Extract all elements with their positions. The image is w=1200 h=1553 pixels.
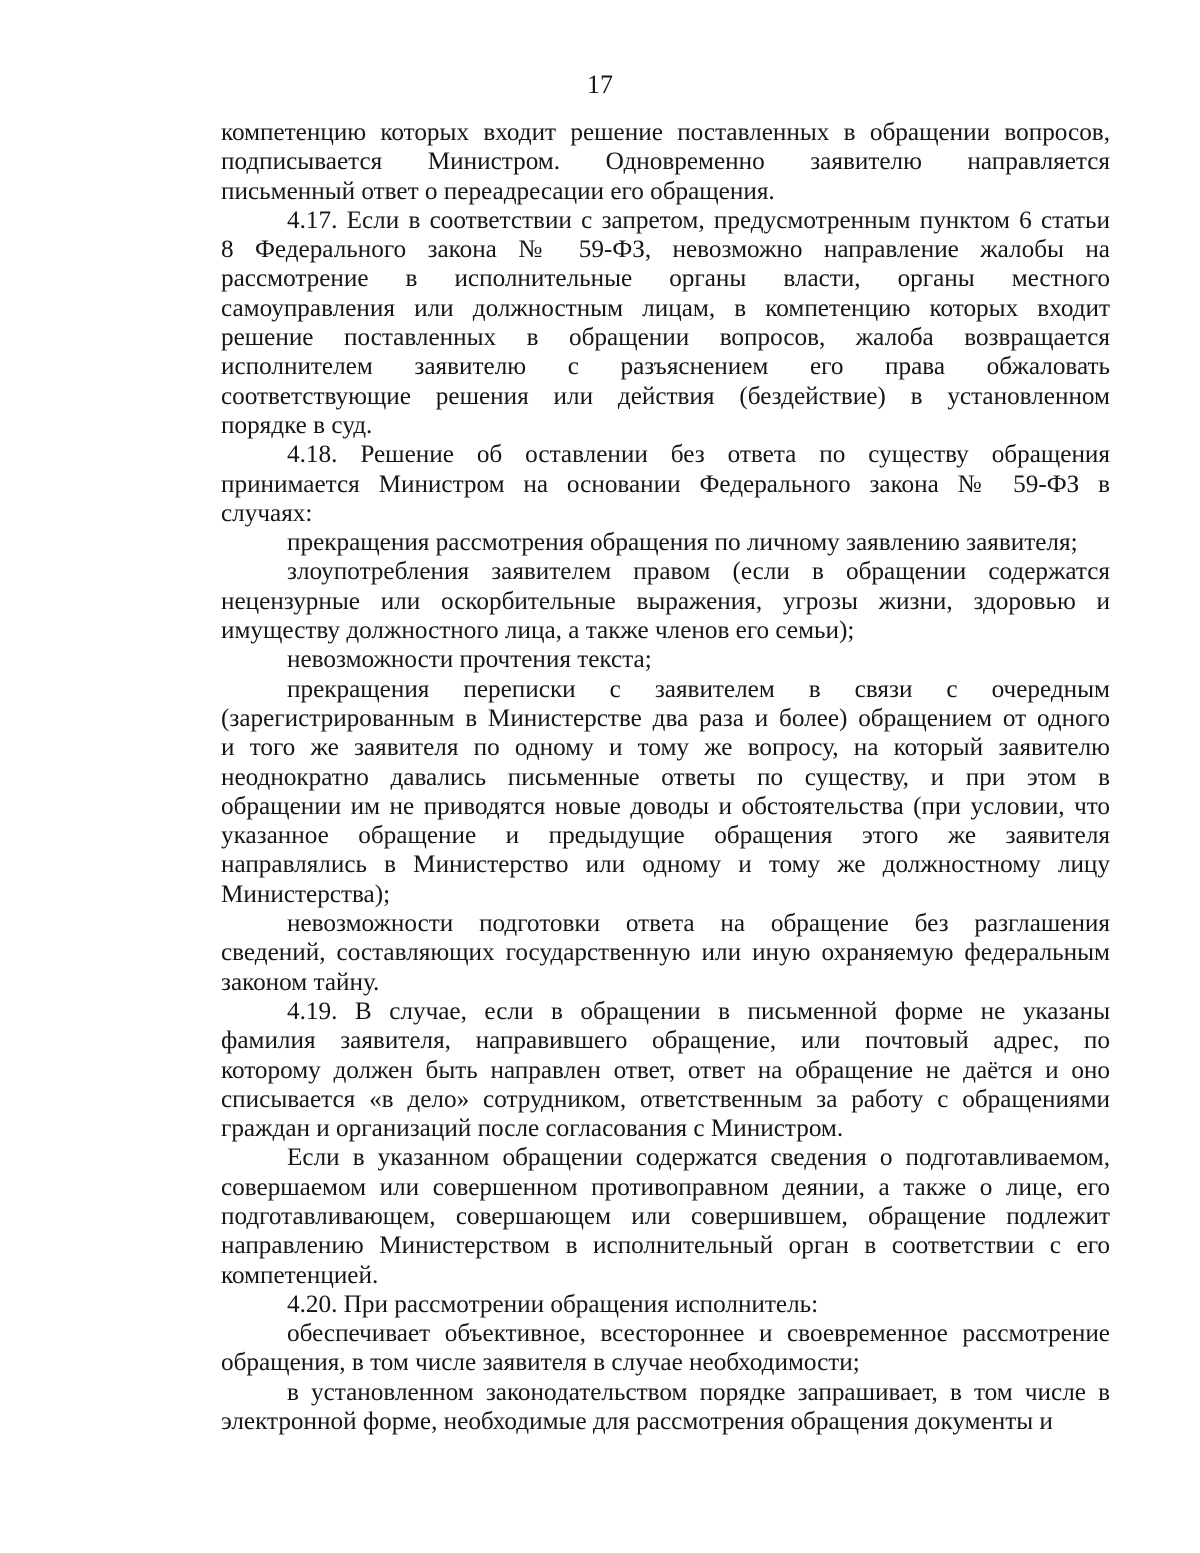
text-line: обеспечивает объективное, всестороннее и своевременное рассмотрение (287, 1320, 1110, 1348)
paragraph (221, 528, 1110, 557)
text-line: подготавливающем, совершающем или совершившем, обращение подлежит (221, 1202, 1110, 1230)
text-line: компетенцию которых входит решение поставленных в обращении вопросов, (221, 119, 1110, 146)
paragraph (221, 1143, 1110, 1289)
paragraph (221, 1378, 1110, 1437)
text-line: 4.19. В случае, если в обращении в письменной форме не указаны (287, 997, 1110, 1025)
text-line: компетенцией. (221, 1261, 379, 1289)
text-line: и того же заявителя по одному и тому же вопросу, на который заявителю (221, 734, 1110, 762)
text-line: прекращения рассмотрения обращения по личному заявлению заявителя; (287, 529, 1078, 557)
paragraph (221, 645, 1110, 674)
text-line: подписывается Министром. Одновременно заявителю направляется (221, 148, 1110, 176)
paragraph (221, 675, 1110, 909)
text-line: законом тайну. (221, 968, 380, 996)
text-line: направлению Министерством в исполнительный орган в соответствии с его (221, 1232, 1110, 1260)
text-line: исполнителем заявителю с разъяснением его права обжаловать (221, 353, 1110, 381)
paragraph (221, 118, 1110, 206)
paragraph (221, 1319, 1110, 1378)
text-line: письменный ответ о переадресации его обращения. (221, 177, 775, 205)
text-line: имуществу должностного лица, а также членов его семьи); (221, 617, 855, 645)
text-line: соответствующие решения или действия (бездействие) в установленном (221, 382, 1110, 410)
text-line: которому должен быть направлен ответ, ответ на обращение не даётся и оно (221, 1056, 1110, 1084)
text-line: невозможности подготовки ответа на обращение без разглашения (287, 910, 1110, 938)
text-line: граждан и организаций после согласования с Министром. (221, 1115, 844, 1143)
text-line: самоуправления или должностным лицам, в компетенцию которых входит (221, 294, 1110, 322)
text-line: 4.18. Решение об оставлении без ответа по существу обращения (287, 441, 1110, 469)
text-line: сведений, составляющих государственную или иную охраняемую федеральным (221, 939, 1110, 967)
text-line: Если в указанном обращении содержатся сведения о подготавливаемом, (287, 1144, 1110, 1172)
text-line: электронной форме, необходимые для рассмотрения обращения документы и (221, 1408, 1053, 1436)
text-line: 8 Федерального закона № 59-ФЗ, невозможно направление жалобы на (221, 236, 1110, 264)
paragraph (221, 557, 1110, 645)
text-line: фамилия заявителя, направившего обращение, или почтовый адрес, по (221, 1027, 1110, 1055)
document-body (221, 118, 1110, 1436)
page-number: 17 (587, 70, 613, 99)
text-line: 4.20. При рассмотрении обращения исполнитель: (287, 1290, 819, 1318)
text-line: списывается «в дело» сотрудником, ответственным за работу с обращениями (221, 1085, 1110, 1113)
text-line: злоупотребления заявителем правом (если в обращении содержатся (287, 558, 1110, 586)
paragraph (221, 440, 1110, 528)
text-line: (зарегистрированным в Министерстве два раза и более) обращением от одного (221, 704, 1110, 732)
text-line: нецензурные или оскорбительные выражения, угрозы жизни, здоровью и (221, 587, 1110, 615)
text-line: порядке в суд. (221, 411, 373, 439)
text-line: указанное обращение и предыдущие обращения этого же заявителя (221, 822, 1110, 850)
text-line: в установленном законодательством порядке запрашивает, в том числе в (287, 1378, 1110, 1406)
paragraph (221, 909, 1110, 997)
text-line: направлялись в Министерство или одному и тому же должностному лицу (221, 851, 1110, 879)
text-line: Министерства); (221, 880, 391, 908)
text-line: прекращения переписки с заявителем в связи с очередным (287, 675, 1110, 703)
paragraph (221, 206, 1110, 440)
text-line: совершаемом или совершенном противоправном деянии, а также о лице, его (221, 1173, 1110, 1201)
text-line: неоднократно давались письменные ответы по существу, и при этом в (221, 763, 1110, 791)
text-line: обращении им не приводятся новые доводы и обстоятельства (при условии, что (221, 792, 1110, 820)
paragraph (221, 997, 1110, 1143)
text-line: невозможности прочтения текста; (287, 646, 652, 674)
text-line: решение поставленных в обращении вопросов, жалоба возвращается (221, 324, 1110, 352)
text-line: рассмотрение в исполнительные органы власти, органы местного (221, 265, 1110, 293)
text-line: принимается Министром на основании Федерального закона № 59-ФЗ в (221, 470, 1110, 498)
text-line: обращения, в том числе заявителя в случае необходимости; (221, 1349, 860, 1377)
paragraph (221, 1290, 1110, 1319)
text-line: 4.17. Если в соответствии с запретом, предусмотренным пунктом 6 статьи (287, 206, 1110, 234)
text-line: случаях: (221, 499, 313, 527)
